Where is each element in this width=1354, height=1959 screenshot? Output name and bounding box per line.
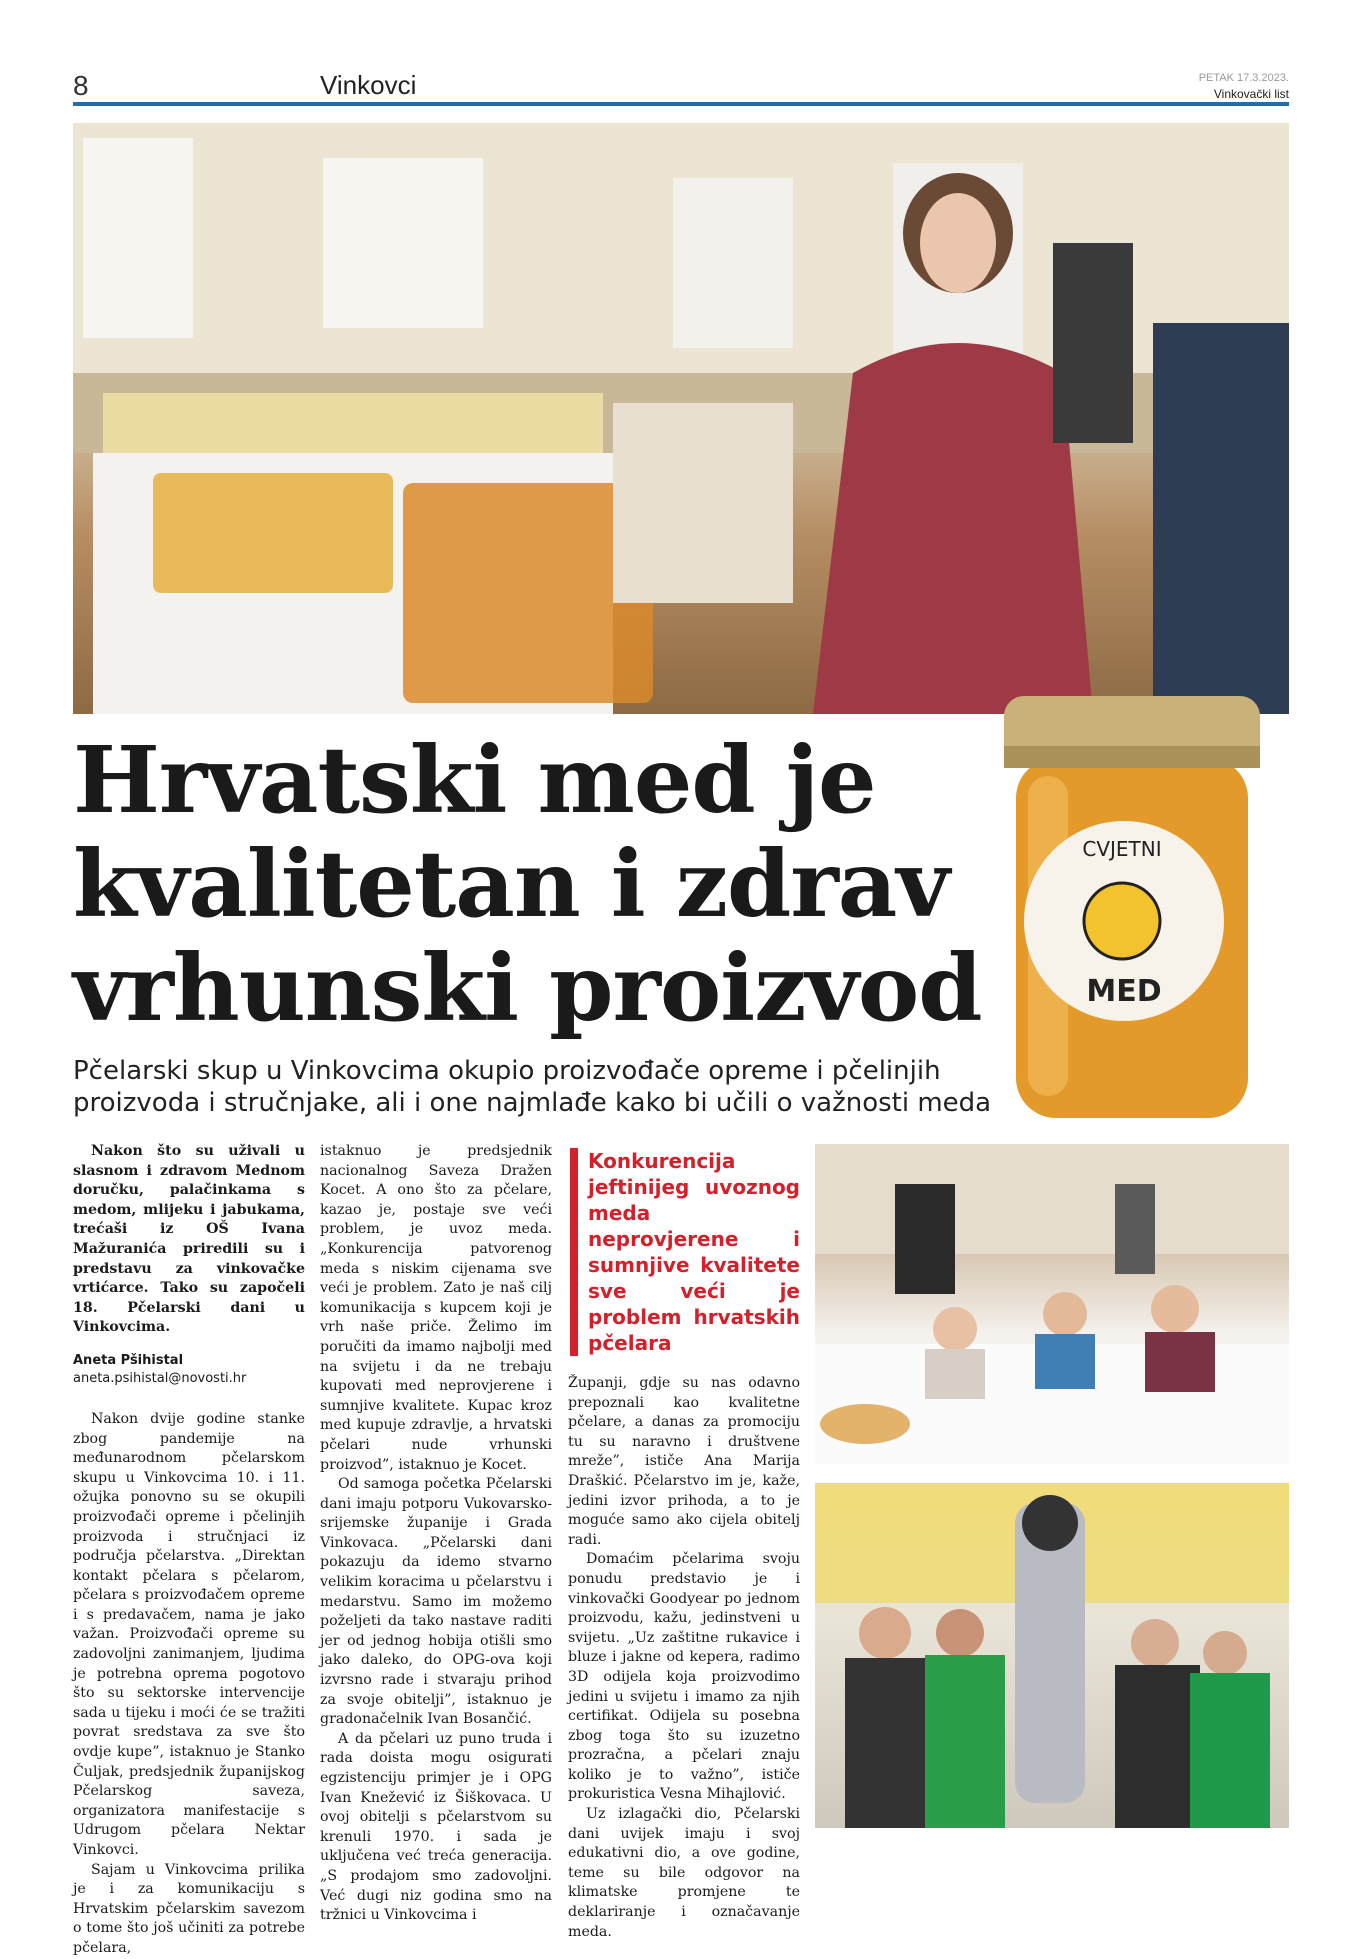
section-title: Vinkovci <box>320 70 417 100</box>
article-column-2 <box>320 1142 552 1926</box>
paragraph: Od samoga početka Pčelarski dani imaju potporu Vukovarsko-srijemske županije i Grada Vinkovaca. „Pčelarski dani pokazuju da idemo stvarno velikim koracima u pčelarstvu i medarstvu. Samo im možemo poželjeti da tako nastave raditi jer od jednog hobija otišli smo jako daleko, do OPG-ova koji izvrsno rade i stvaraju prihod za svoje obitelji”, istaknuo je gradonačelnik Ivan Bosančić. <box>320 1476 552 1728</box>
subtitle: Pčelarski skup u Vinkovcima okupio proizvođače opreme i pčelinjih proizvoda i stručnjake, ali i one najmlađe kako bi učili o važnosti meda <box>73 1056 992 1118</box>
headline: Hrvatski med je kvalitetan i zdrav vrhunski proizvod <box>73 726 982 1042</box>
article-column-3 <box>568 1144 800 1942</box>
photo-children-breakfast <box>815 1144 1289 1464</box>
paragraph: Županji, gdje su nas odavno prepoznali kao kvalitetne pčelare, a danas za promociju tu su naravno i društvene mreže”, ističe Ana Marija Draškić. Pčelarstvo im je, kaže, jedini izvor prihoda, a to je moguće samo ako cijela obitelj radi. <box>568 1375 800 1548</box>
header-rule <box>73 102 1289 106</box>
main-photo-honey-fair <box>73 123 1289 714</box>
paragraph: Domaćim pčelarima svoju ponudu predstavio je i vinkovački Goodyear po jednom proizvodu, kažu, jedinstveni u svijetu. „Uz zaštitne rukavice i bluze i jakne od kepera, radimo 3D odijela koja proizvodimo jedini u svijetu i imamo za njih certifikat. Odijela su posebna zbog toga što su izuzetno prozračna, a pčelari znaju koliko je to važno”, ističe prokuristica Vesna Mihajlović. <box>568 1551 800 1803</box>
paragraph: Sajam u Vinkovcima prilika je i za komunikaciju s Hrvatskim pčelarskim savezom o tome što još učiniti za potrebe pčelara, <box>73 1861 305 1956</box>
photo-beekeeping-suits <box>815 1483 1289 1828</box>
paragraph: Nakon dvije godine stanke zbog pandemije na međunarodnom pčelarskom skupu u Vinkovcima 10. i 11. ožujka ponovno su se okupili proizvođači opreme i pčelinjih proizvoda i stručnjaci iz područja pčelarstva. „Direktan kontakt pčelara s pčelarom, pčelara s proizvođačem opreme i s predavačem, nama je jako važan. Proizvođači opreme su zadovoljni zanimanjem, ljudima je potrebna oprema pogotovo što su sektorske intervencije sada u tijeku i moći će se tražiti povrat sredstava za sve što ovdje kupe”, istaknuo je Stanko Čuljak, predsjednik županijskog Pčelarskog saveza, organizatora manifestacije s Udrugom pčelara Nektar Vinkovci. <box>73 1410 305 1858</box>
newspaper-name: Vinkovački list <box>1213 87 1289 101</box>
pull-quote: Konkurencija jeftinijeg uvoznog meda neprovjerene i sumnjive kvalitete sve veći je problem hrvatskih pčelara <box>570 1148 800 1356</box>
page-number: 8 <box>73 70 89 101</box>
honey-jar-image <box>1004 696 1260 1126</box>
author-email[interactable]: aneta.psihistal@novosti.hr <box>73 1370 247 1386</box>
paragraph: Uz izlagački dio, Pčelarski dani uvijek imaju i svoj edukativni dio, a ove godine, teme su bile odgovor na klimatske promjene te deklariranje i označavanje meda. <box>568 1806 800 1940</box>
issue-date: PETAK 17.3.2023. <box>1198 72 1289 84</box>
jar-label-top: CVJETNI <box>1082 837 1162 861</box>
author-name: Aneta Pšihistal <box>73 1352 184 1368</box>
article-column-1 <box>73 1142 305 1959</box>
jar-label-bottom: MED <box>1086 974 1162 1009</box>
article-lead: Nakon što su uživali u slasnom i zdravom Mednom doručku, palačinkama s medom, mlijeku i jabukama, trećaši iz OŠ Ivana Mažuranića priredili su i predstavu za vinkovačke vrtićarce. Tako su započeli 18. Pčelarski dani u Vinkovcima. <box>73 1143 305 1336</box>
paragraph: A da pčelari uz puno truda i rada doista mogu osigurati egzistenciju primjer je i OPG Ivan Knežević iz Šiškovaca. U ovoj obitelji s pčelarstvom su krenuli 1970. i sada je uključena već treća generacija. „S prodajom smo zadovoljni. Već dugi niz godina smo na tržnici u Vinkovcima i <box>320 1730 552 1924</box>
paragraph: istaknuo je predsjednik nacionalnog Saveza Dražen Kocet. A ono što za pčelare, kazao je, postaje sve veći problem, je uvoz meda. „Konkurencija patvorenog meda s niskim cijenama sve veći je problem. Zato je naš cilj komunikacija s kupcem koji je vrh naše priče. Želimo im poručiti da imamo najbolji med na svijetu i da ne trebaju kupovati med neprovjerene i sumnjive kvalitete. Kupac kroz med kupuje zdravlje, a hrvatski pčelari nude vrhunski proizvod”, istaknuo je Kocet. <box>320 1143 552 1473</box>
